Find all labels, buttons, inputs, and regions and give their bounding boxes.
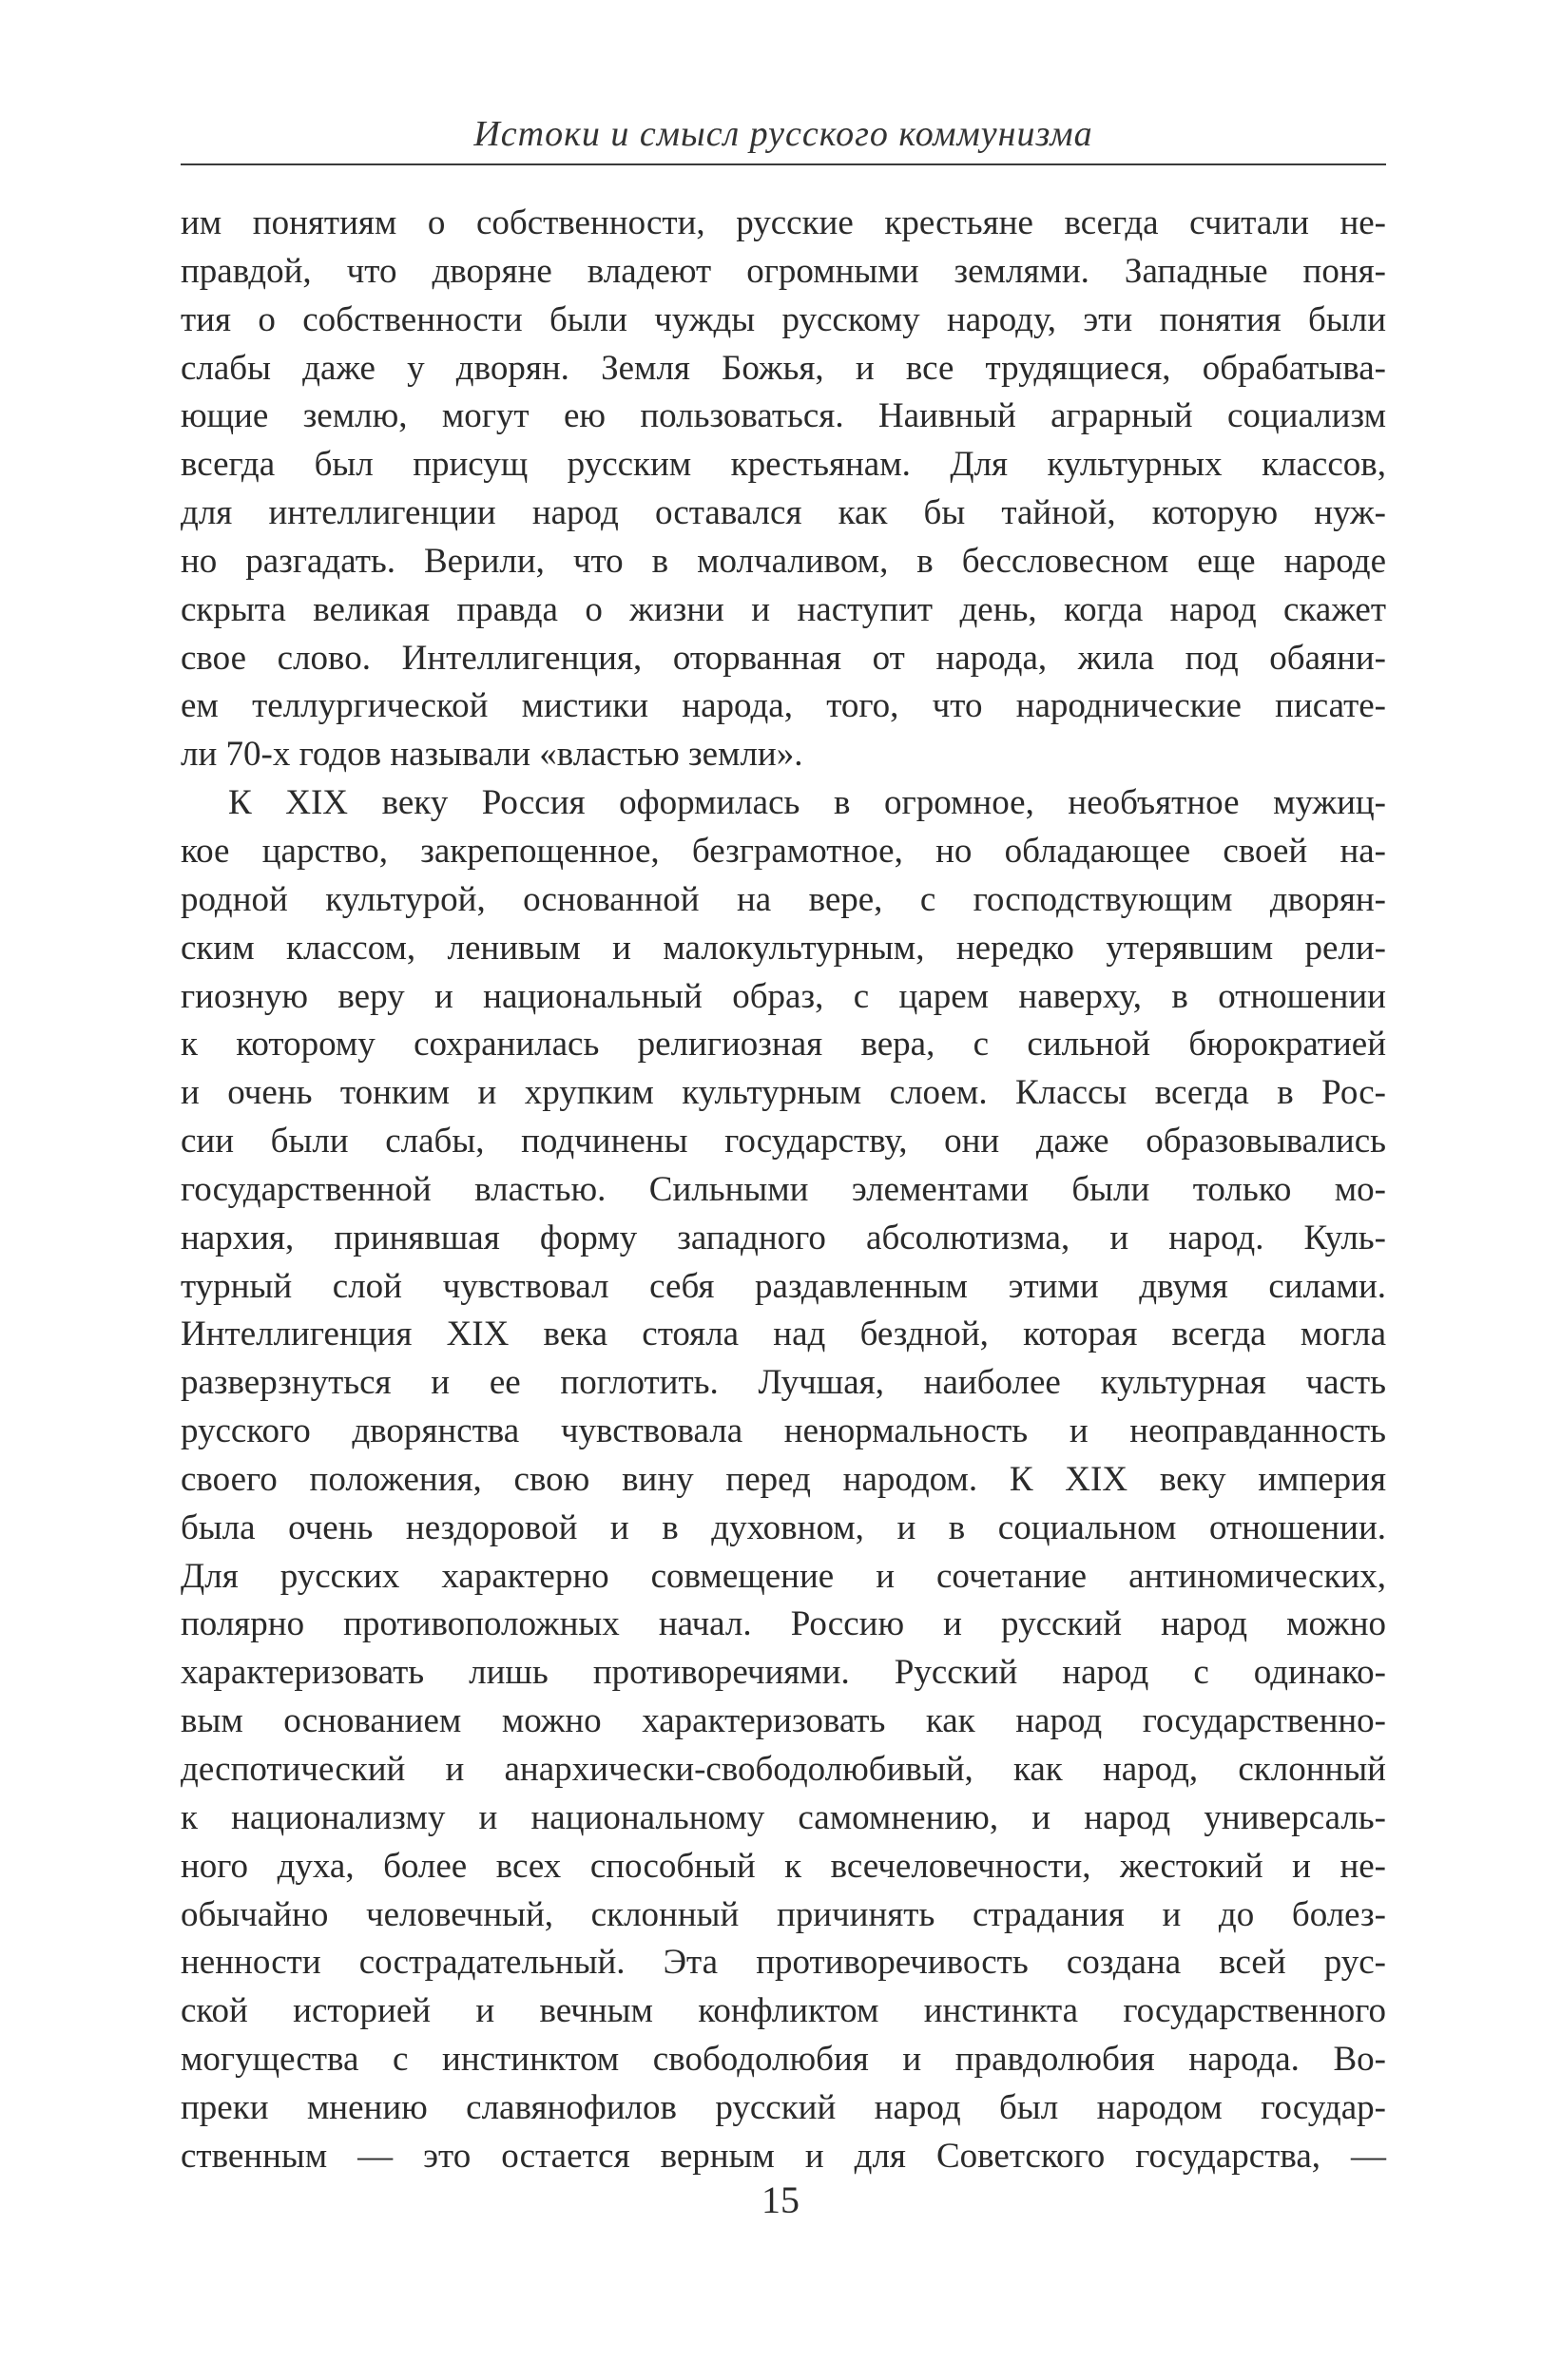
text-line: и очень тонким и хрупким культурным слоем. Классы всегда в Рос- <box>181 1073 1386 1113</box>
text-line: турный слой чувствовал себя раздавленным этими двумя силами. <box>181 1266 1386 1306</box>
text-line: гиозную веру и национальный образ, с царем наверху, в отношении <box>181 976 1386 1016</box>
text-line: обычайно человечный, склонный причинять страдания и до болез- <box>181 1894 1386 1934</box>
text-line: ненности сострадательный. Эта противоречивость создана всей рус- <box>181 1943 1386 1983</box>
text-line: правдой, что дворяне владеют огромными землями. Западные поня- <box>181 251 1386 291</box>
body-text <box>181 200 1386 2181</box>
text-line: к которому сохранилась религиозная вера, с сильной бюрократией <box>181 1025 1386 1065</box>
text-line: Для русских характерно совмещение и сочетание антиномических, <box>181 1556 1386 1596</box>
text-line: ской историей и вечным конфликтом инстинкта государственного <box>181 1991 1386 2031</box>
paragraph-end-line: ли 70-х годов называли «властью земли». <box>181 735 803 775</box>
text-line: была очень нездоровой и в духовном, и в социальном отношении. <box>181 1507 1386 1547</box>
page-number: 15 <box>761 2178 800 2221</box>
text-line: характеризовать лишь противоречиями. Русский народ с одинако- <box>181 1653 1386 1693</box>
text-line: Интеллигенция XIX века стояла над бездной, которая всегда могла <box>181 1315 1386 1354</box>
running-header <box>181 112 1386 165</box>
text-line: вым основанием можно характеризовать как народ государственно- <box>181 1701 1386 1741</box>
text-line: нархия, принявшая форму западного абсолютизма, и народ. Куль- <box>181 1218 1386 1257</box>
text-line: ем теллургической мистики народа, того, что народнические писате- <box>181 686 1386 726</box>
text-line: ного духа, более всех способный к всечеловечности, жестокий и не- <box>181 1846 1386 1886</box>
text-line: преки мнению славянофилов русский народ был народом государ- <box>181 2087 1386 2127</box>
text-line: сии были слабы, подчинены государству, они даже образовывались <box>181 1122 1386 1161</box>
text-line: ющие землю, могут ею пользоваться. Наивный аграрный социализм <box>181 396 1386 436</box>
paragraph-first-line: К XIX веку Россия оформилась в огромное, необъятное мужиц- <box>228 783 1386 823</box>
text-line: родной культурой, основанной на вере, с господствующим дворян- <box>181 879 1386 919</box>
text-line: разверзнуться и ее поглотить. Лучшая, наиболее культурная часть <box>181 1363 1386 1403</box>
text-line: свое слово. Интеллигенция, оторванная от народа, жила под обаяни- <box>181 638 1386 678</box>
text-line: могущества с инстинктом свободолюбия и правдолюбия народа. Во- <box>181 2040 1386 2080</box>
text-line: полярно противоположных начал. Россию и русский народ можно <box>181 1604 1386 1644</box>
text-line: им понятиям о собственности, русские крестьяне всегда считали не- <box>181 203 1386 242</box>
text-line: государственной властью. Сильными элементами были только мо- <box>181 1169 1386 1209</box>
text-line: но разгадать. Верили, что в молчаливом, в бессловесном еще народе <box>181 541 1386 581</box>
text-line: для интеллигенции народ оставался как бы тайной, которую нуж- <box>181 493 1386 533</box>
text-line: ским классом, ленивым и малокультурным, нередко утерявшим рели- <box>181 928 1386 968</box>
text-line: слабы даже у дворян. Земля Божья, и все трудящиеся, обрабатыва- <box>181 348 1386 388</box>
text-line: тия о собственности были чужды русскому народу, эти понятия были <box>181 299 1386 339</box>
text-line: деспотический и анархически-свободолюбивый, как народ, склонный <box>181 1750 1386 1789</box>
text-line: ственным — это остается верным и для Советского государства, — <box>181 2136 1386 2176</box>
text-line: скрыта великая правда о жизни и наступит день, когда народ скажет <box>181 589 1386 629</box>
text-line: всегда был присущ русским крестьянам. Для культурных классов, <box>181 445 1386 485</box>
text-line: кое царство, закрепощенное, безграмотное, но обладающее своей на- <box>181 831 1386 871</box>
text-line: своего положения, свою вину перед народом. К XIX веку империя <box>181 1459 1386 1499</box>
text-line: русского дворянства чувствовала ненормальность и неоправданность <box>181 1411 1386 1451</box>
text-line: к национализму и национальному самомнению, и народ универсаль- <box>181 1797 1386 1837</box>
running-header-title: Истоки и смысл русского коммунизма <box>473 114 1093 154</box>
